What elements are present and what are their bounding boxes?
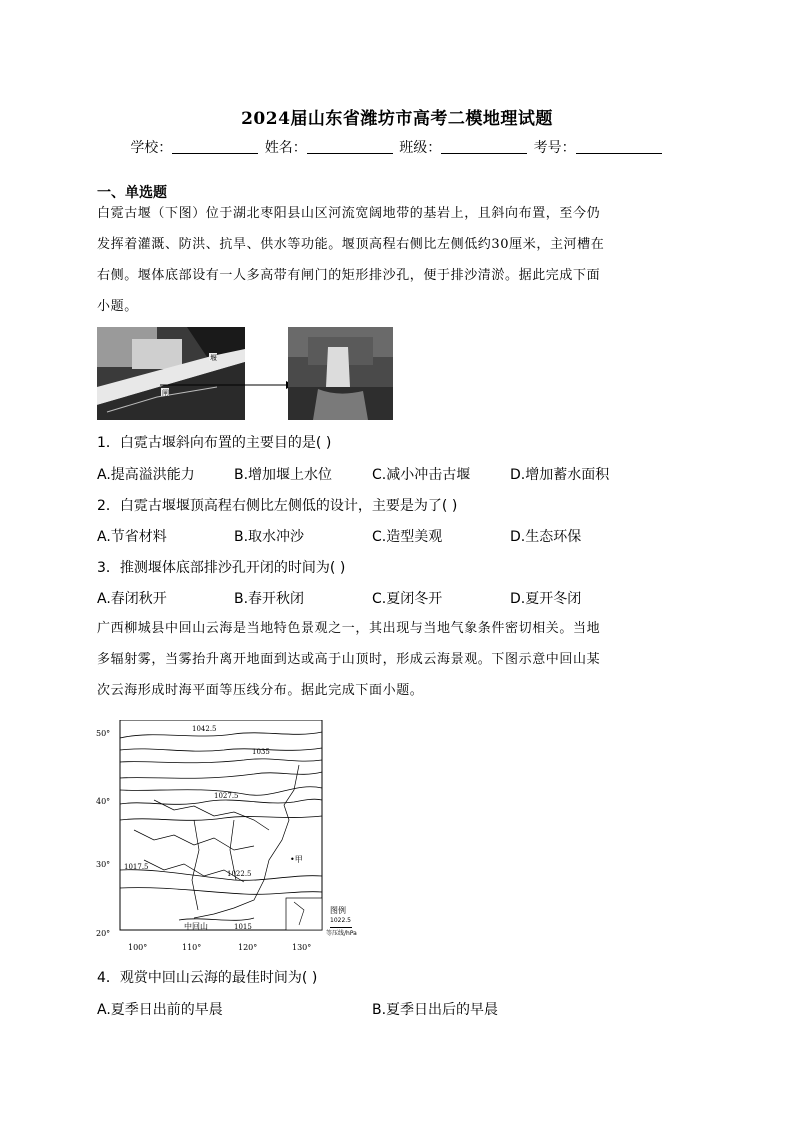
gate-label: 闸 <box>162 389 169 397</box>
lon-label: 120° <box>238 943 258 952</box>
passage-2-line: 广西柳城县中回山云海是当地特色景观之一，其出现与当地气象条件密切相关。当地 <box>97 621 601 636</box>
option-c[interactable]: C.造型美观 <box>372 529 443 545</box>
passage-2-line: 次云海形成时海平面等压线分布。据此完成下面小题。 <box>97 683 424 698</box>
place-jia: •甲 <box>290 855 303 864</box>
option-b[interactable]: B.春开秋闭 <box>234 591 305 607</box>
option-d[interactable]: D.夏开冬闭 <box>510 591 582 607</box>
lon-label: 130° <box>292 943 312 952</box>
isobar-value: 1027.5 <box>214 792 239 800</box>
exam-no-field[interactable] <box>576 140 662 154</box>
class-label: 班级： <box>399 140 442 156</box>
question-1-stem: 1．白霓古堰斜向布置的主要目的是( ) <box>97 435 332 451</box>
map-legend <box>326 906 357 939</box>
name-field[interactable] <box>307 140 393 154</box>
passage-2 <box>97 613 700 706</box>
name-label: 姓名： <box>264 140 307 156</box>
figure-arrow <box>160 375 295 395</box>
school-label: 学校： <box>130 140 173 156</box>
lat-label: 40° <box>96 797 111 806</box>
question-3-stem: 3．推测堰体底部排沙孔开闭的时间为( ) <box>97 560 346 576</box>
student-info-row <box>0 137 794 157</box>
lat-label: 50° <box>96 729 111 738</box>
passage-1-line: 小题。 <box>97 299 138 314</box>
option-a[interactable]: A.节省材料 <box>97 529 167 545</box>
class-field[interactable] <box>441 140 527 154</box>
legend-desc: 等压线/hPa <box>326 930 357 937</box>
passage-1-line: 右侧。堰体底部设有一人多高带有闸门的矩形排沙孔，便于排沙清淤。据此完成下面 <box>97 268 601 283</box>
isobar-value: 1042.5 <box>192 725 217 733</box>
option-b[interactable]: B.取水冲沙 <box>234 529 305 545</box>
weir-label: 堰 <box>210 354 217 362</box>
option-c[interactable]: C.夏闭冬开 <box>372 591 443 607</box>
school-field[interactable] <box>172 140 258 154</box>
weir-gate-photo <box>288 327 393 420</box>
option-d[interactable]: D.生态环保 <box>510 529 582 545</box>
passage-1 <box>97 198 700 322</box>
lat-label: 30° <box>96 860 111 869</box>
legend-line <box>330 927 352 928</box>
place-zhonghuishan: 中回山 <box>184 922 208 931</box>
lat-label: 20° <box>96 929 111 938</box>
weir-aerial-photo <box>97 327 245 420</box>
option-a[interactable]: A.夏季日出前的早晨 <box>97 1002 223 1018</box>
option-b[interactable]: B.增加堰上水位 <box>234 467 333 483</box>
passage-1-line: 发挥着灌溉、防洪、抗旱、供水等功能。堰顶高程右侧比左侧低约30厘米，主河槽在 <box>97 237 605 252</box>
isobar-map <box>94 720 334 952</box>
page-title: 2024届山东省潍坊市高考二模地理试题 <box>241 109 553 129</box>
option-a[interactable]: A.提高溢洪能力 <box>97 467 195 483</box>
legend-title: 图例 <box>330 906 346 915</box>
exam-no-label: 考号： <box>533 140 576 156</box>
option-d[interactable]: D.增加蓄水面积 <box>510 467 610 483</box>
isobar-value: 1035 <box>252 748 270 756</box>
section-title: 一、单选题 <box>97 185 167 201</box>
option-a[interactable]: A.春闭秋开 <box>97 591 167 607</box>
lon-label: 110° <box>182 943 202 952</box>
question-4-stem: 4．观赏中回山云海的最佳时间为( ) <box>97 970 318 986</box>
option-b[interactable]: B.夏季日出后的早晨 <box>372 1002 499 1018</box>
option-c[interactable]: C.减小冲击古堰 <box>372 467 471 483</box>
legend-value: 1022.5 <box>330 917 351 924</box>
passage-2-line: 多辐射雾，当雾抬升离开地面到达或高于山顶时，形成云海景观。下图示意中回山某 <box>97 652 601 667</box>
lon-label: 100° <box>128 943 148 952</box>
isobar-value: 1015 <box>234 923 252 931</box>
question-2-stem: 2．白霓古堰堰顶高程右侧比左侧低的设计，主要是为了( ) <box>97 498 458 514</box>
isobar-value: 1017.5 <box>124 863 149 871</box>
passage-1-line: 白霓古堰（下图）位于湖北枣阳县山区河流宽阔地带的基岩上，且斜向布置，至今仍 <box>97 206 601 221</box>
isobar-value: 1022.5 <box>227 870 252 878</box>
